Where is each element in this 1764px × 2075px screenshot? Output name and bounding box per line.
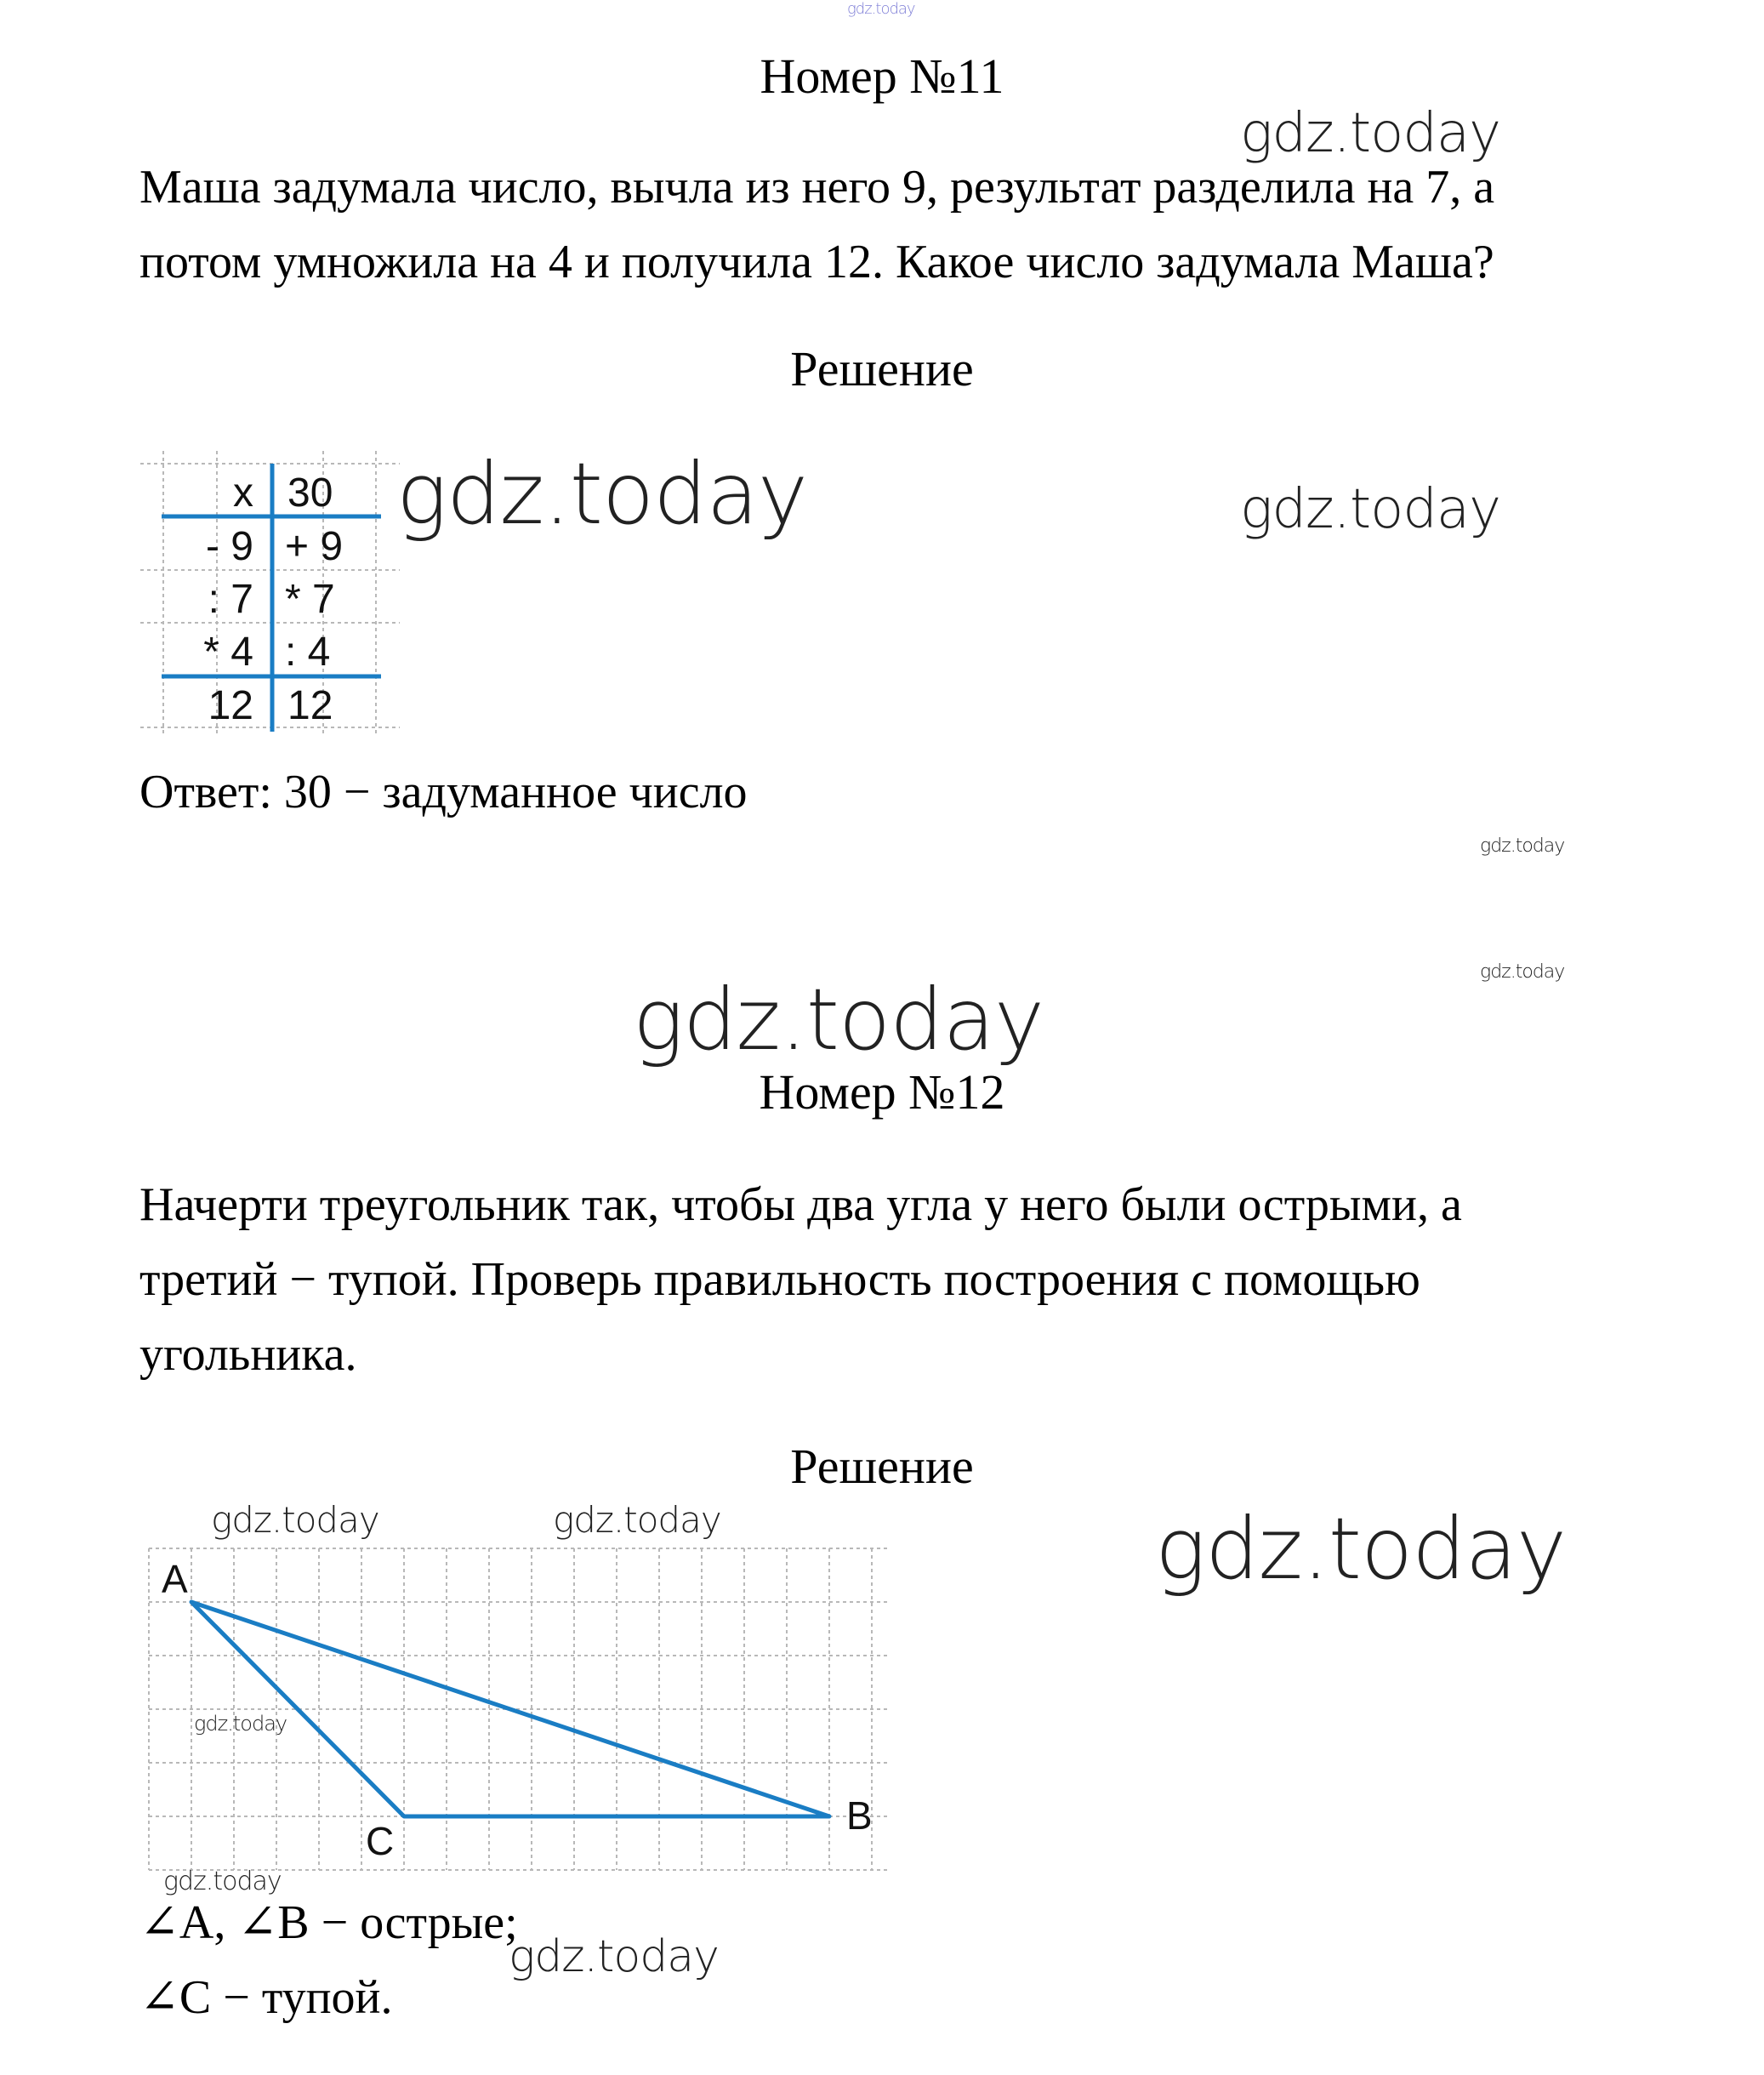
table-footer-right: 12: [287, 683, 333, 728]
watermark: gdz.today: [553, 1499, 721, 1541]
watermark: gdz.today: [163, 1867, 282, 1896]
task11-title: Номер №11: [760, 48, 1004, 104]
table-cell: - 9: [205, 524, 253, 569]
watermark: gdz.today: [211, 1499, 379, 1541]
vertex-c-label: C: [366, 1819, 395, 1863]
watermark: gdz.today: [1480, 835, 1565, 857]
watermark: gdz.today: [509, 1931, 719, 1982]
watermark: gdz.today: [396, 444, 808, 544]
task11-text: [139, 150, 1636, 299]
task11-line: потом умножила на 4 и получила 12. Какое число задумала Маша?: [139, 236, 1494, 288]
table-cell: + 9: [285, 524, 344, 569]
task12-title: Номер №12: [759, 1064, 1005, 1120]
task11-line: Маша задумала число, вычла из него 9, результат разделила на 7, а: [139, 161, 1495, 214]
task12-line: третий − тупой. Проверь правильность построения с помощью: [139, 1253, 1420, 1306]
table-header-right: 30: [287, 470, 333, 516]
table-cell: : 4: [285, 630, 331, 675]
watermark: gdz.today: [1155, 1499, 1567, 1599]
task12-answer-line: ∠A, ∠B − острые;: [139, 1896, 518, 1949]
task12-solution-heading: Решение: [790, 1439, 974, 1494]
watermark: gdz.today: [1240, 478, 1500, 541]
task12-answer: [139, 1885, 1636, 2035]
task12-triangle-figure: [136, 1531, 902, 1880]
table-header-left: x: [233, 470, 253, 516]
table-footer-left: 12: [208, 683, 253, 728]
task11-answer: Ответ: 30 − задуманное число: [139, 766, 748, 818]
task12-line: Начерти треугольник так, чтобы два угла у него были острыми, а: [139, 1178, 1462, 1231]
watermark: gdz.today: [1240, 102, 1500, 165]
task11-solution-table: [136, 447, 408, 740]
vertex-b-label: B: [846, 1793, 873, 1838]
task12-line: угольника.: [139, 1328, 357, 1381]
vertex-a-label: A: [162, 1557, 188, 1601]
watermark-top: gdz.today: [847, 0, 915, 18]
watermark: gdz.today: [1480, 961, 1565, 983]
task11-solution-heading: Решение: [790, 341, 974, 396]
watermark: gdz.today: [633, 970, 1044, 1069]
watermark: gdz.today: [194, 1712, 287, 1736]
task12-answer-line: ∠C − тупой.: [139, 1971, 393, 2024]
table-cell: : 7: [208, 577, 253, 622]
table-cell: * 7: [285, 577, 335, 622]
task12-text: [139, 1167, 1636, 1392]
table-cell: * 4: [203, 630, 253, 675]
